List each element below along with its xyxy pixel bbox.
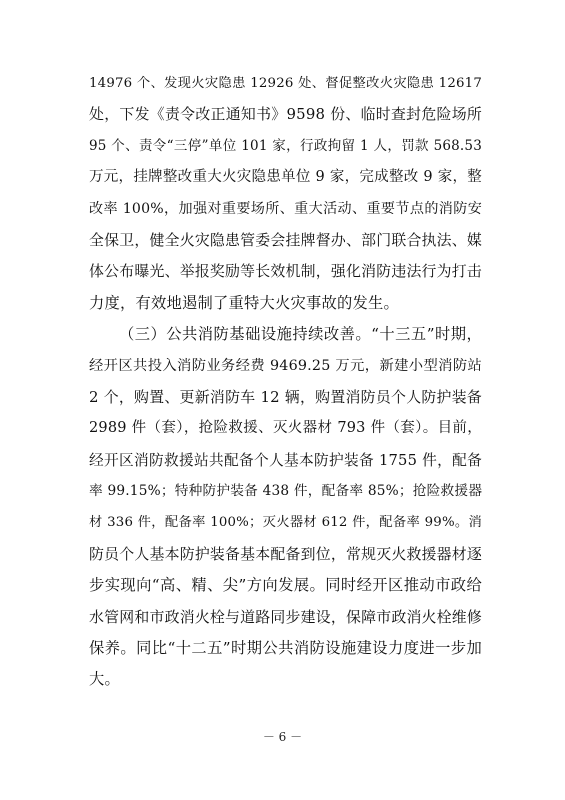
text-line: 步实现向“高、精、尖”方向发展。同时经开区推动市政给 — [89, 576, 482, 595]
text-line: 经开区消防救援站共配备个人基本防护装备 1755 件，配备 — [89, 451, 482, 469]
section-heading-line: （三）公共消防基础设施持续改善。“十三五”时期， — [119, 325, 482, 344]
text-line: 经开区共投入消防业务经费 9469.25 万元，新建小型消防站 — [89, 357, 482, 374]
page-number: － 6 － — [262, 730, 303, 744]
text-line: 率 99.15%；特种防护装备 438 件，配备率 85%；抢险救援器 — [89, 483, 483, 500]
text-line: 全保卫，健全火灾隐患管委会挂牌督办、部门联合执法、媒 — [89, 230, 482, 249]
text-line: 14976 个、发现火灾隐患 12926 处、督促整改火灾隐患 12617 — [89, 76, 482, 91]
text-line: 材 336 件，配备率 100%；灭火器材 612 件，配备率 99%。消 — [89, 515, 482, 531]
text-line: 体公布曝光、举报奖励等长效机制，强化消防违法行为打击 — [89, 262, 482, 281]
document-body — [89, 68, 482, 696]
text-line: 大。 — [89, 670, 120, 689]
text-line: 95 个、责令“三停”单位 101 家，行政拘留 1 人，罚款 568.53 — [89, 137, 482, 154]
text-line: 水管网和市政消火栓与道路同步建设，保障市政消火栓维修 — [89, 607, 482, 626]
text-line: 2989 件（套），抢险救援、灭火器材 793 件（套）。目前， — [89, 420, 482, 437]
text-line: 处，下发《责令改正通知书》9598 份、临时查封危险场所 — [89, 105, 482, 124]
text-line: 2 个，购置、更新消防车 12 辆，购置消防员个人防护装备 — [89, 387, 482, 406]
text-line: 防员个人基本防护装备基本配备到位，常规灭火救援器材逐 — [89, 544, 482, 563]
text-line: 保养。同比“十二五”时期公共消防设施建设力度进一步加 — [89, 639, 482, 658]
text-line: 改率 100%，加强对重要场所、重大活动、重要节点的消防安 — [89, 200, 482, 217]
text-line: 万元，挂牌整改重大火灾隐患单位 9 家，完成整改 9 家，整 — [89, 169, 482, 186]
text-line: 力度，有效地遏制了重特大火灾事故的发生。 — [89, 293, 399, 312]
